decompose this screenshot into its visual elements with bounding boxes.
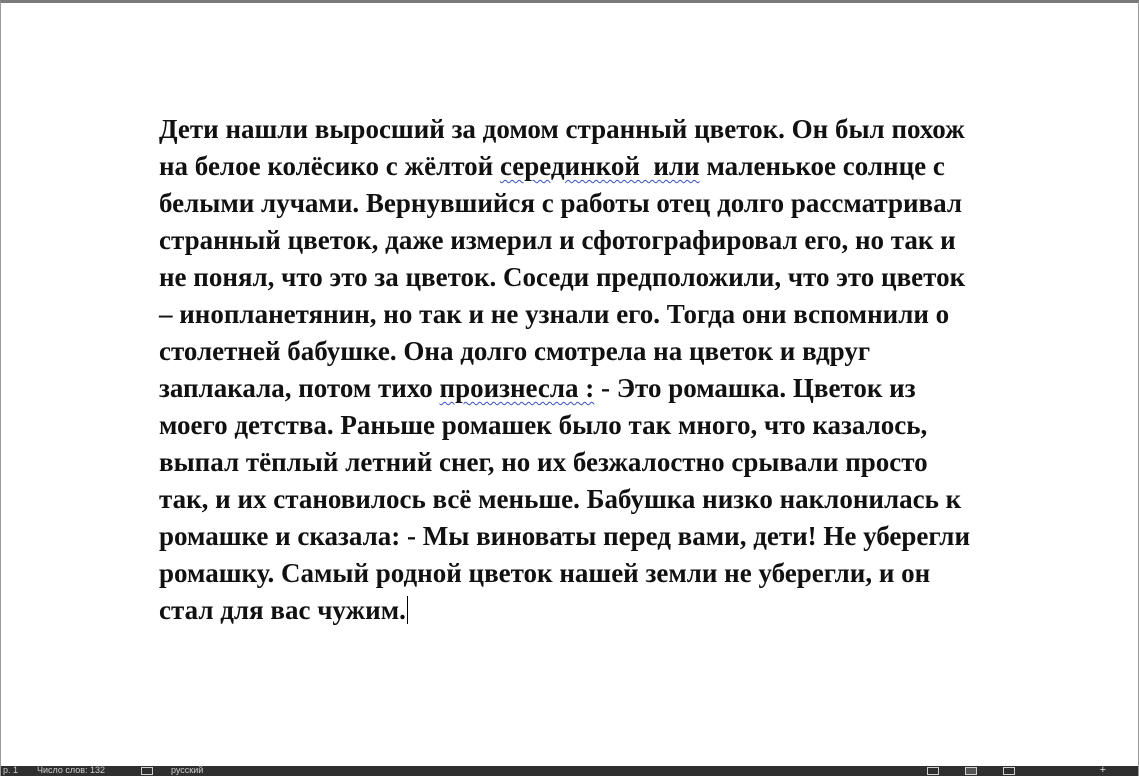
- text-line: [159, 111, 1079, 148]
- text-line: [159, 333, 1079, 370]
- spellcheck-flagged-text: серединкой или: [499, 151, 700, 181]
- text-line: [159, 518, 1079, 555]
- text-cursor: [407, 596, 408, 624]
- proofing-icon[interactable]: [141, 767, 153, 775]
- text-line: [159, 555, 1079, 592]
- document-page[interactable]: [1, 3, 1138, 769]
- text-run: стал для вас чужим.: [159, 595, 406, 625]
- text-run: столетней бабушке. Она долго смотрела на цветок и вдруг: [159, 336, 871, 366]
- status-page-number[interactable]: р. 1: [3, 766, 19, 775]
- text-line: [159, 296, 1079, 333]
- read-mode-icon[interactable]: [927, 767, 939, 775]
- web-layout-icon[interactable]: [1003, 767, 1015, 775]
- spellcheck-flagged-text: произнесла :: [439, 373, 595, 403]
- text-line: [159, 185, 1079, 222]
- zoom-in-button[interactable]: +: [1099, 766, 1106, 776]
- text-run: – инопланетянин, но так и не узнали его. Тогда они вспомнили о: [159, 299, 950, 329]
- text-run: белыми лучами. Вернувшийся с работы отец долго рассматривал: [159, 188, 963, 218]
- text-line: [159, 407, 1079, 444]
- text-line: [159, 259, 1079, 296]
- text-run: моего детства. Раньше ромашек было так много, что казалось,: [159, 410, 928, 440]
- text-run: так, и их становилось всё меньше. Бабушка низко наклонилась к: [159, 484, 962, 514]
- print-layout-icon[interactable]: [965, 767, 977, 775]
- text-run: заплакала, потом тихо: [159, 373, 440, 403]
- text-line: [159, 592, 1079, 629]
- text-line: [159, 370, 1079, 407]
- text-run: странный цветок, даже измерил и сфотографировал его, но так и: [159, 225, 956, 255]
- text-run: - Это ромашка. Цветок из: [594, 373, 916, 403]
- text-run: ромашке и сказала: - Мы виноваты перед вами, дети! Не уберегли: [159, 521, 971, 551]
- text-run: маленькое солнце с: [699, 151, 945, 181]
- text-run: ромашку. Самый родной цветок нашей земли не уберегли, и он: [159, 558, 931, 588]
- text-line: [159, 481, 1079, 518]
- document-text-body[interactable]: [159, 111, 1079, 629]
- text-run: на белое колёсико с жёлтой: [159, 151, 500, 181]
- text-line: [159, 444, 1079, 481]
- text-line: [159, 148, 1079, 185]
- status-language[interactable]: русский: [171, 766, 204, 775]
- text-run: выпал тёплый летний снег, но их безжалостно срывали просто: [159, 447, 928, 477]
- status-bar: [1, 766, 1138, 776]
- text-run: Дети нашли выросший за домом странный цветок. Он был похож: [159, 114, 965, 144]
- text-run: не понял, что это за цветок. Соседи предположили, что это цветок: [159, 262, 966, 292]
- status-word-count[interactable]: Число слов: 132: [37, 766, 106, 775]
- text-line: [159, 222, 1079, 259]
